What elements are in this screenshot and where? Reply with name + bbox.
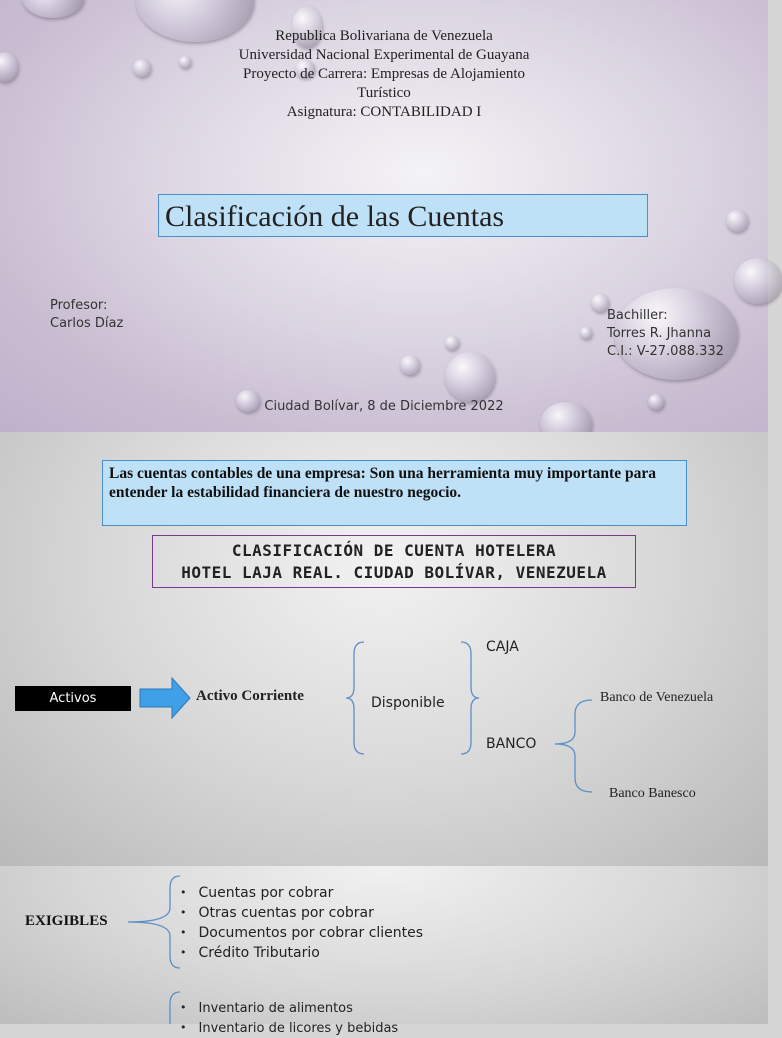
bachiller-block <box>607 307 724 361</box>
header-line: Asignatura: CONTABILIDAD I <box>286 104 482 120</box>
header-line: Proyecto de Carrera: Empresas de Alojamiento <box>243 66 525 82</box>
disponible-label: Disponible <box>371 695 445 711</box>
exigibles-slide <box>0 866 768 1036</box>
water-drop-decoration <box>445 352 495 402</box>
list-item: • Otras cuentas por cobrar <box>180 903 423 923</box>
exigibles-brace-icon <box>128 876 180 968</box>
water-drop-decoration <box>734 258 782 304</box>
water-drop-decoration <box>22 0 84 18</box>
header-line: Universidad Nacional Experimental de Guayana <box>238 47 530 63</box>
water-drop-decoration <box>726 210 748 232</box>
heading-line-1: CLASIFICACIÓN DE CUENTA HOTELERA <box>231 541 557 560</box>
caja-label: CAJA <box>486 639 519 655</box>
exigibles-label: EXIGIBLES <box>25 913 108 929</box>
inventory-list <box>180 998 398 1038</box>
banco-label: BANCO <box>486 736 537 752</box>
classification-slide <box>0 432 768 866</box>
activos-box: Activos <box>15 686 131 711</box>
right-brace-icon <box>461 642 479 754</box>
list-item: • Documentos por cobrar clientes <box>180 923 423 943</box>
water-drop-decoration <box>445 336 459 350</box>
header-line: Republica Bolivariana de Venezuela <box>275 28 493 44</box>
bachiller-ci: C.I.: V-27.088.332 <box>607 344 724 359</box>
exigibles-list <box>180 883 423 963</box>
water-drop-decoration <box>580 327 592 339</box>
list-item: • Inventario de licores y bebidas <box>180 1018 398 1038</box>
date-line: Ciudad Bolívar, 8 de Diciembre 2022 <box>264 399 504 414</box>
list-item: • Crédito Tributario <box>180 943 423 963</box>
profesor-name: Carlos Díaz <box>50 316 124 331</box>
bachiller-label: Bachiller: <box>607 308 668 323</box>
title-slide <box>0 0 768 432</box>
bachiller-name: Torres R. Jhanna <box>607 326 712 341</box>
list-item: • Inventario de alimentos <box>180 998 398 1018</box>
institution-header <box>0 27 768 122</box>
inventory-brace-icon <box>170 992 180 1024</box>
water-drop-decoration <box>400 355 420 375</box>
bank-brace-icon <box>555 700 592 792</box>
activo-corriente-label: Activo Corriente <box>196 688 304 704</box>
presentation-title: Clasificación de las Cuentas <box>158 194 648 237</box>
list-item: • Cuentas por cobrar <box>180 883 423 903</box>
profesor-block <box>50 297 123 333</box>
heading-line-2: HOTEL LAJA REAL. CIUDAD BOLÍVAR, VENEZUELA <box>181 563 607 582</box>
profesor-label: Profesor: <box>50 298 108 313</box>
banco-banesco-label: Banco Banesco <box>609 786 696 801</box>
intro-text-box: Las cuentas contables de una empresa: Son una herramienta muy importante para entender la estabilidad financiera de nuestro negocio. <box>102 460 687 526</box>
header-line: Turístico <box>357 85 411 101</box>
banco-venezuela-label: Banco de Venezuela <box>600 690 714 705</box>
right-arrow-icon <box>140 678 190 718</box>
left-brace-icon <box>346 642 364 754</box>
